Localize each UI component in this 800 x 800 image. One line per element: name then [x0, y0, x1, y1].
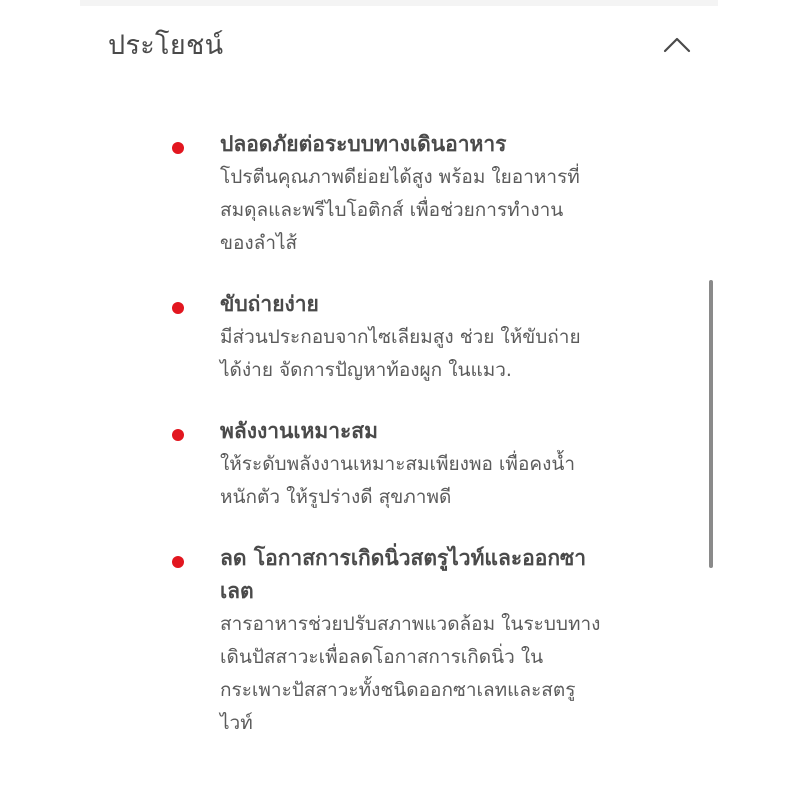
- benefit-item: [168, 415, 668, 514]
- benefit-title: เลต: [220, 579, 254, 603]
- benefit-desc-line: หนักตัว ให้รูปร่างดี สุขภาพดี: [220, 486, 452, 508]
- benefits-section-header[interactable]: [108, 18, 708, 74]
- benefit-item: [168, 128, 668, 260]
- benefit-item: [168, 542, 668, 740]
- bullet-dot: [172, 429, 184, 441]
- benefit-title: พลังงานเหมาะสม: [220, 419, 378, 443]
- benefit-desc-line: ของลำไส้: [220, 232, 298, 254]
- top-divider: [80, 0, 718, 6]
- bullet-dot: [172, 556, 184, 568]
- benefit-title: ปลอดภัยต่อระบบทางเดินอาหาร: [220, 132, 507, 156]
- benefit-desc-line: สารอาหารช่วยปรับสภาพแวดล้อม ในระบบทาง: [220, 613, 601, 635]
- benefit-desc-line: สมดุลและพรีไบโอติกส์ เพื่อช่วยการทำงาน: [220, 199, 564, 221]
- bullet-dot: [172, 302, 184, 314]
- benefit-desc-line: ให้ระดับพลังงานเหมาะสมเพียงพอ เพื่อคงน้ำ: [220, 453, 576, 475]
- benefit-list: [168, 128, 668, 768]
- benefit-desc-line: มีส่วนประกอบจากไซเลียมสูง ช่วย ให้ขับถ่าย: [220, 326, 581, 348]
- benefit-title: ลด โอกาสการเกิดนิ่วสตรูไวท์และออกซา: [220, 546, 587, 570]
- scrollbar-thumb[interactable]: [709, 280, 713, 568]
- bullet-dot: [172, 142, 184, 154]
- benefit-desc-line: โปรตีนคุณภาพดีย่อยได้สูง พร้อม ใยอาหารที่: [220, 166, 580, 188]
- benefit-desc-line: ไวท์: [220, 712, 253, 734]
- benefit-desc-line: กระเพาะปัสสาวะทั้งชนิดออกซาเลทและสตรู: [220, 679, 576, 701]
- chevron-up-icon[interactable]: [662, 32, 692, 56]
- benefit-title: ขับถ่ายง่าย: [220, 292, 319, 316]
- section-title: ประโยชน์: [108, 30, 224, 61]
- scrollbar[interactable]: [708, 280, 714, 570]
- benefit-item: [168, 288, 668, 387]
- benefit-desc-line: เดินปัสสาวะเพื่อลดโอกาสการเกิดนิ่ว ใน: [220, 646, 544, 668]
- benefit-desc-line: ได้ง่าย จัดการปัญหาท้องผูก ในแมว.: [220, 359, 512, 381]
